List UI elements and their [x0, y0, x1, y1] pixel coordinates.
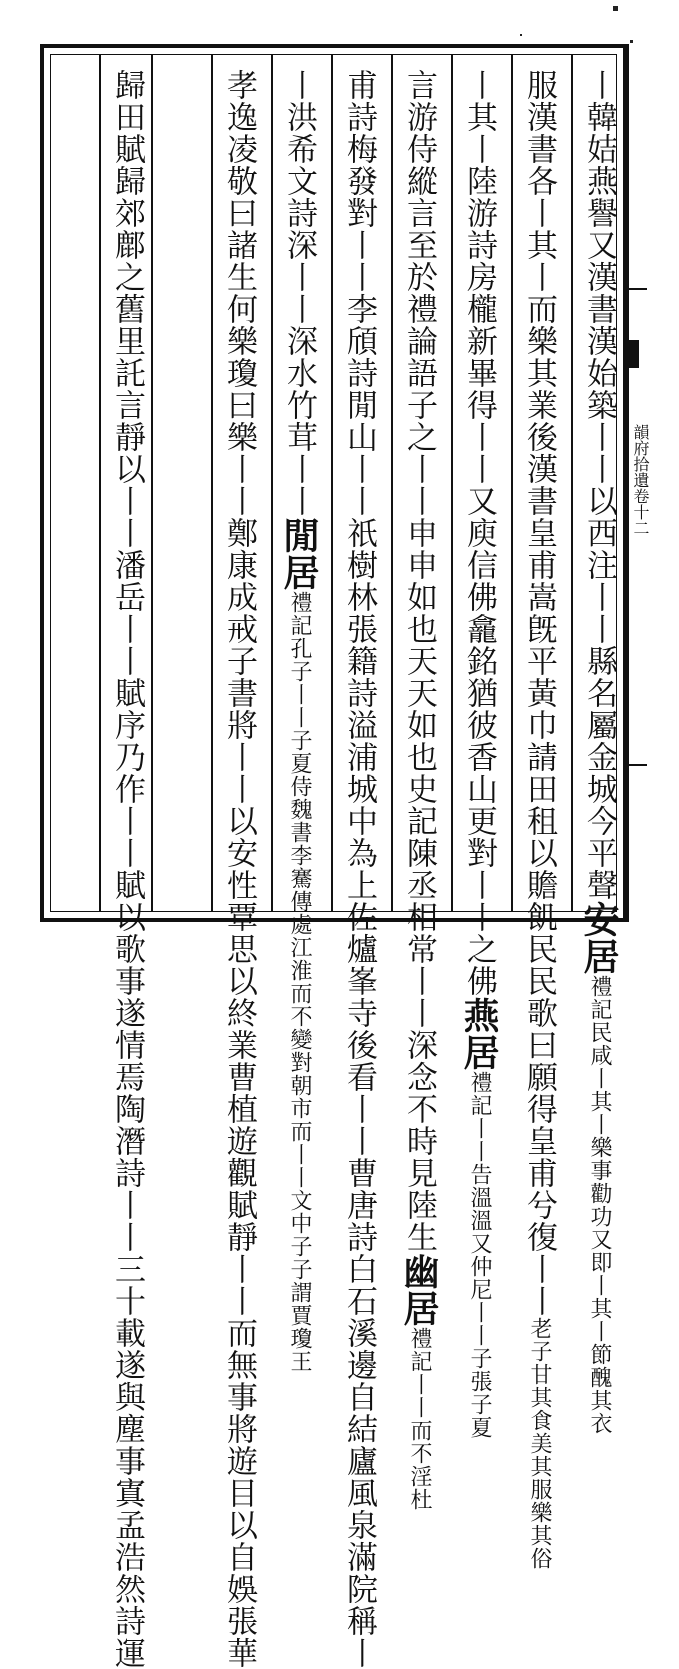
scan-speck — [613, 6, 618, 11]
column-text: 丨韓姞燕譽又漢書漢始築丨丨以西注丨丨縣名屬金城今平聲 — [581, 69, 617, 901]
annotation: 老子甘其食美其服樂其俗 — [527, 1317, 552, 1570]
column-text: 孝逸凌敬曰諸生何樂瓊曰樂丨丨鄭康成戒子書將丨丨以安性覃思以終業曹植遊觀賦靜丨丨而無事將遊目以自娛張華 — [221, 69, 257, 1669]
fish-tail-mark — [629, 340, 639, 368]
entry-heading-yan-ju: 燕居 — [458, 997, 500, 1071]
annotation: 禮記丨丨告溫溫又仲尼丨丨子張子夏 — [467, 1071, 492, 1439]
column-rule — [331, 55, 333, 911]
column-rule — [151, 55, 153, 911]
column-rule — [391, 55, 393, 911]
column-text: 言游侍縱言至於禮論語子之丨丨申申如也天天如也史記陳丞相常丨丨深念不時見陸生 — [401, 69, 437, 1253]
text-column-3 — [457, 69, 501, 1439]
text-column-6 — [277, 69, 321, 1373]
column-rule — [271, 55, 273, 911]
column-text: 歸田賦歸郊鄜之舊里託言靜以丨丨潘岳丨丨賦序乃作丨丨賦以歌事遂情焉陶潛詩丨丨三十載遂與塵事寘孟浩然詩運 — [109, 69, 145, 1669]
fore-edge-line — [626, 44, 629, 922]
annotation: 禮記丨丨而不淫杜 — [407, 1327, 432, 1511]
page-frame-inner — [50, 54, 620, 1669]
column-text: 服漢書各丨其丨而樂其業後漢書皇甫嵩旣平黃巾請田租以贍飢民民歌曰願得皇甫兮復丨丨 — [521, 69, 557, 1317]
column-rule — [211, 55, 213, 911]
text-column-4 — [397, 69, 441, 1511]
entry-heading-xian-ju: 閒居 — [278, 517, 320, 591]
column-text: 丨洪希文詩深丨丨深水竹茸丨丨 — [281, 69, 317, 517]
entry-heading-an-ju: 安居 — [578, 901, 620, 975]
fore-edge-mark — [629, 288, 647, 290]
fore-edge-title: 韻府拾遺卷十二 — [631, 424, 650, 536]
column-rule — [571, 55, 573, 911]
text-column-7 — [217, 69, 261, 1669]
annotation: 禮記民咸丨其丨樂事勸功又即丨其丨節醜其衣 — [587, 975, 612, 1435]
scan-speck — [520, 34, 522, 36]
annotation: 禮記孔子丨丨子夏侍魏書李騫傳處江淮而不變對朝市而丨丨文中子子謂賈瓊王 — [287, 591, 312, 1373]
column-text: 丨其丨陸游詩房櫳新畢得丨丨又庾信佛龕銘猶彼香山更對丨丨之佛 — [461, 69, 497, 997]
fore-edge — [626, 44, 650, 922]
text-column-2 — [517, 69, 561, 1570]
column-text: 甫詩梅發對丨丨李頎詩閒山丨丨祇樹林張籍詩溢浦城中為上佐爐峯寺後看丨丨曹唐詩白石溪邊自結廬風泉滿院稱丨 — [341, 69, 377, 1669]
fore-edge-mark — [629, 764, 647, 766]
entry-heading-you-ju: 幽居 — [398, 1253, 440, 1327]
text-column-8 — [105, 69, 149, 1669]
scan-speck — [630, 40, 633, 43]
page-frame — [40, 44, 627, 1669]
text-column-5 — [337, 69, 381, 1669]
column-rule — [99, 55, 101, 911]
text-column-1 — [577, 69, 621, 1435]
column-rule — [511, 55, 513, 911]
column-rule — [451, 55, 453, 911]
